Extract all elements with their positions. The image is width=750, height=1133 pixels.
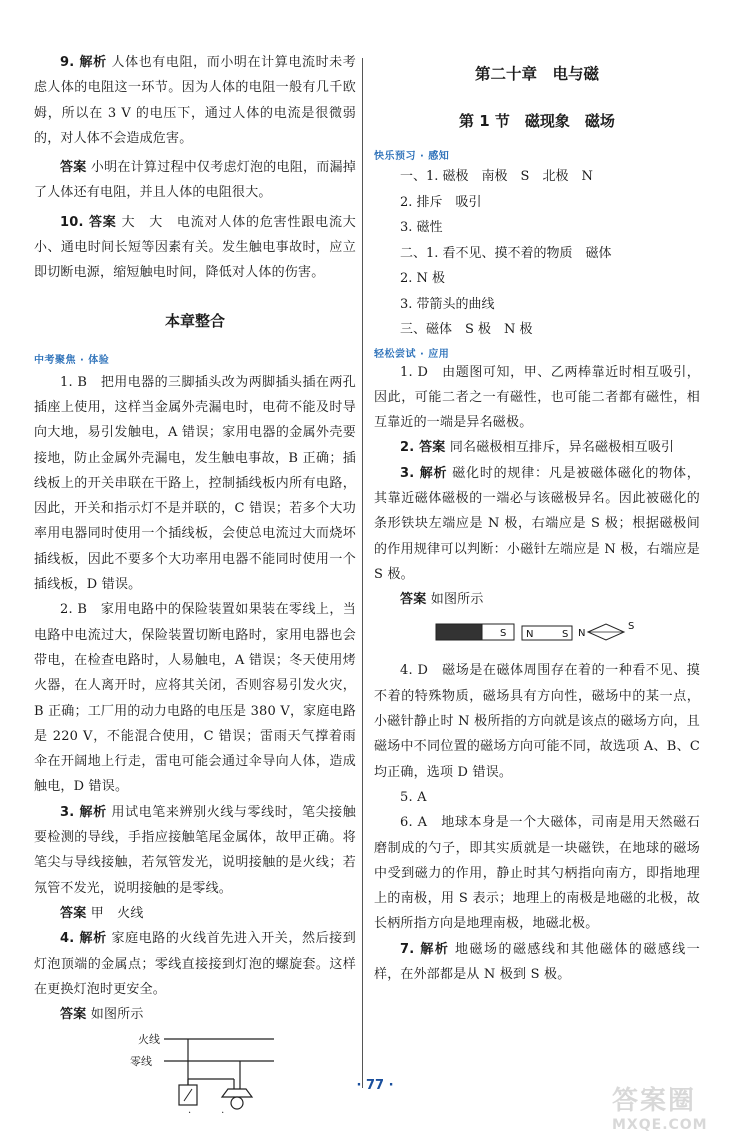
right-q7-label: 7. 解析 [400, 941, 450, 957]
right-q5: 5. A [400, 789, 427, 805]
right-q2-label: 2. 答案 [400, 440, 446, 456]
iron-n-label: N [526, 629, 534, 641]
right-q1: 1. D 由题图可知，甲、乙两棒靠近时相互吸引，因此，可能二者之一有磁性，也可能二者都有磁性，相互靠近的一端是异名磁极。 [374, 364, 700, 431]
right-q7-text: 地磁场的磁感线和其他磁体的磁感线一样，在外部都是从 N 极到 S 极。 [374, 941, 700, 983]
section-tag-exam: 中考聚焦 · 体验 [34, 354, 110, 366]
preview-answers [374, 164, 700, 343]
right-q3-answer [374, 587, 700, 612]
needle-s-label: S [628, 621, 635, 633]
preview-item: 2. 排斥 吸引 [400, 194, 482, 210]
left-q3-answer-label: 答案 [60, 905, 87, 921]
left-q3-label: 3. 解析 [60, 804, 107, 820]
preview-item: 二、1. 看不见、摸不着的物质 磁体 [400, 245, 612, 261]
q9-analysis [34, 50, 356, 151]
page-number: · 77 · [356, 1078, 394, 1093]
q9-answer [34, 155, 356, 206]
preview-item: 2. N 极 [400, 271, 446, 286]
right-q3-analysis [374, 461, 700, 587]
magnet-light-half [482, 624, 514, 640]
q9-text: 人体也有电阻，而小明在计算电流时未考虑人体的电阻这一环节。因为人体的电阻一般有几千欧姆，所以在 3 V 的电压下，通过人体的电流是很微弱的，对人体不会造成危害。 [34, 55, 356, 146]
right-q7-analysis [374, 937, 700, 988]
right-q2-text: 同名磁极相互排斥，异名磁极相互吸引 [445, 440, 675, 456]
left-column [34, 0, 356, 1121]
household-circuit-figure [34, 1027, 356, 1117]
right-q6: 6. A 地球本身是一个大磁体，司南是用天然磁石磨制成的勺子，即其实质就是一块磁铁，在地球的磁场中受到磁力的作用，静止时其勺柄指向南方，即指地理上的南极，用 S 表示；地理上的南极是地磁的北极，故长柄所指方向是地理南极，地磁北极。 [374, 815, 700, 932]
right-q4: 4. D 磁场是在磁体周围存在着的一种看不见、摸不着的特殊物质，磁场具有方向性，磁场中的某一点，小磁针静止时 N 极所指的方向就是该点的磁场方向，且磁场中不同位置的磁场方向可能不同，故选项 A、B、C 均正确，选项 D 错误。 [374, 663, 700, 780]
section-tag-apply: 轻松尝试 · 应用 [374, 348, 450, 360]
column-divider [362, 58, 363, 1088]
right-q2-answer [374, 435, 700, 460]
live-wire-label: 火线 [138, 1033, 160, 1047]
iron-s-label: S [562, 629, 569, 641]
right-q3-answer-label: 答案 [400, 592, 427, 608]
q10-label: 10. 答案 [60, 214, 117, 230]
left-q1: 1. B 把用电器的三脚插头改为两脚插头插在两孔插座上使用，这样当金属外壳漏电时，电荷不能及时导向大地，易引发触电，A 错误；家用电器的金属外壳要接地，防止金属外壳漏电，发生触电事故，B 正确；插线板上的开关串联在干路上，控制插线板内所有电路，因此，开关和指示灯不是并联的，C 错误；若多个大功率用电器同时使用一个插线板，会使总电流过大而烧坏插线板，因此不要多个大功率用电器不能同时使用一个插线板，D 错误。 [34, 374, 356, 593]
magnet-s-label: S [500, 628, 507, 640]
left-q3-answer-text: 甲 火线 [86, 905, 144, 921]
left-q4-answer [34, 1002, 356, 1027]
left-q4-analysis [34, 926, 356, 1002]
section-tag-preview: 快乐预习 · 感知 [374, 151, 450, 162]
left-q4-text: 家庭电路的火线首先进入开关，然后接到灯泡顶端的金属点；零线直接接到灯泡的螺旋套。这样在更换灯泡时更安全。 [34, 931, 356, 997]
left-q3-answer [34, 901, 356, 926]
chapter-summary-title: 本章整合 [164, 311, 225, 330]
q9-label: 9. 解析 [60, 55, 107, 70]
magnet-dark-half [436, 624, 482, 640]
left-q3-analysis [34, 800, 356, 901]
q9-answer-text: 小明在计算过程中仅考虑灯泡的电阻，而漏掉了人体还有电阻，并且人体的电阻很大。 [34, 160, 356, 201]
chapter-title: 第二十章 电与磁 [474, 65, 599, 83]
q9-answer-label: 答案 [60, 160, 87, 176]
right-q3-answer-text: 如图所示 [426, 592, 484, 608]
magnet-figure [374, 612, 700, 652]
left-q4-answer-label: 答案 [60, 1007, 87, 1023]
q10-text: 大 大 电流对人体的危害性跟电流大小、通电时间长短等因素有关。发生触电事故时，应立即切断电源，缩短触电时间，降低对人体的伤害。 [34, 214, 356, 281]
watermark-line1: 答案圈 [612, 1086, 697, 1116]
right-q3-label: 3. 解析 [400, 465, 448, 481]
left-q4-label: 4. 解析 [60, 931, 107, 947]
preview-item: 3. 磁性 [400, 220, 443, 235]
right-column [374, 0, 700, 987]
preview-item: 三、磁体 S 极 N 极 [400, 322, 533, 337]
watermark-line2: MXQE.COM [612, 1117, 708, 1133]
footer-dots: ·· [188, 1108, 255, 1119]
right-q3-text: 磁化时的规律：凡是被磁体磁化的物体，其靠近磁体磁极的一端必与该磁极异名。因此被磁化的条形铁块左端应是 N 极，右端应是 S 极；根据磁极间的作用规律可以判断：小磁针左端应是 N 极，右端应是 S 极。 [374, 465, 700, 582]
preview-item: 3. 带箭头的曲线 [400, 296, 495, 312]
neutral-wire-label: 零线 [130, 1055, 152, 1069]
watermark-logo [612, 1080, 742, 1133]
left-q2: 2. B 家用电路中的保险装置如果装在零线上，当电路中电流过大，保险装置切断电路时，家用电器也会带电，在检查电路时，人易触电，A 错误；冬天使用烤火器，在人离开时，应将其关闭，否则容易引发火灾，B 正确；工厂用的动力电路的电压是 380 V，家庭电路是 220 V，不能混合使用，C 错误；雷雨天气撑着雨伞在开阔地上行走，雷电可能会通过伞导向人体，造成触电，D 错误。 [34, 602, 356, 795]
needle-n-label: N [578, 628, 586, 640]
section-title: 第 1 节 磁现象 磁场 [459, 112, 615, 130]
q10-answer [34, 210, 356, 286]
left-q3-text: 用试电笔来辨别火线与零线时，笔尖接触要检测的导线，手指应接触笔尾金属体，故甲正确。将笔尖与导线接触，若氖管发光，说明接触的是火线；若氖管不发光，说明接触的是零线。 [34, 804, 356, 896]
preview-item: 一、1. 磁极 南极 S 北极 N [400, 169, 593, 184]
left-q4-answer-text: 如图所示 [86, 1007, 144, 1023]
